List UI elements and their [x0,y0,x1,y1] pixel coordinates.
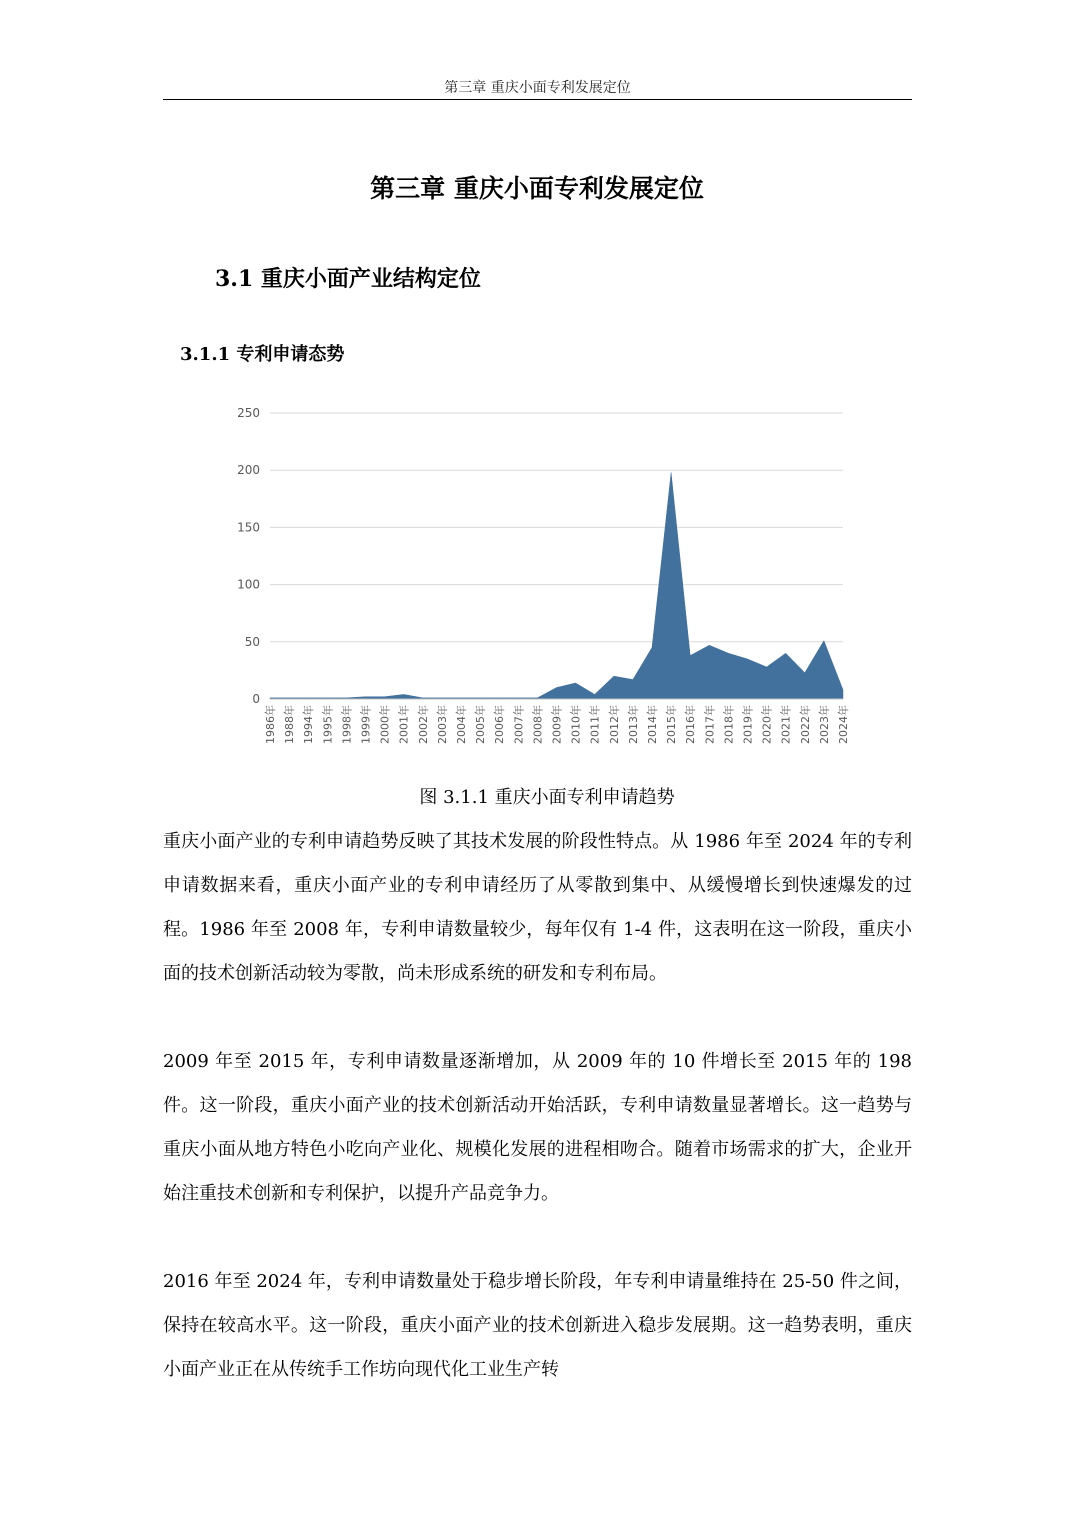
chart-gridlines [270,413,843,642]
x-tick-label: 2003年 [435,705,449,744]
x-tick-label: 2020年 [760,705,774,744]
x-tick-label: 2011年 [588,705,602,744]
y-tick-label: 150 [237,520,260,535]
x-tick-label: 2010年 [569,705,583,744]
x-tick-label: 2022年 [798,705,812,744]
y-tick-label: 250 [237,406,260,420]
y-tick-label: 200 [237,463,260,478]
body-paragraph: 重庆小面产业的专利申请趋势反映了其技术发展的阶段性特点。从 1986 年至 2024 年的专利申请数据来看，重庆小面产业的专利申请经历了从零散到集中、从缓慢增长到快速爆发的过程。1986 年至 2008 年，专利申请数量较少，每年仅有 1-4 件，这表明在这一阶段，重庆小面的技术创新活动较为零散，尚未形成系统的研发和专利布局。 [163,831,912,984]
x-tick-label: 2019年 [741,705,755,744]
section-title: 3.1 重庆小面产业结构定位 [215,266,481,292]
x-tick-label: 2002年 [416,705,430,744]
chart-x-tick-labels [263,705,850,744]
chart-area-series [270,472,843,699]
x-tick-label: 2007年 [512,705,526,744]
x-tick-label: 2023年 [817,705,831,744]
x-tick-label: 2001年 [397,705,411,744]
area-series [270,472,843,699]
x-tick-label: 2013年 [626,705,640,744]
x-tick-label: 2008年 [531,705,545,744]
x-tick-label: 2024年 [837,705,850,744]
x-tick-label: 2015年 [665,705,679,744]
x-tick-label: 1998年 [340,705,354,744]
x-tick-label: 2004年 [455,705,468,744]
subsection-title: 3.1.1 专利申请态势 [180,344,345,365]
chapter-title: 第三章 重庆小面专利发展定位 [370,174,704,203]
x-tick-label: 2021年 [779,705,793,744]
x-tick-label: 2005年 [474,705,488,744]
patent-trend-chart [225,398,855,768]
x-tick-label: 2006年 [493,705,507,744]
body-paragraph: 2016 年至 2024 年，专利申请数量处于稳步增长阶段，年专利申请量维持在 25-50 件之间，保持在较高水平。这一阶段，重庆小面产业的技术创新进入稳步发展期。这一趋势表明，重庆小面产业正在从传统手工作坊向现代化工业生产转 [163,1271,912,1380]
running-header: 第三章 重庆小面专利发展定位 [444,80,631,96]
x-tick-label: 1995年 [321,705,335,744]
x-tick-label: 2016年 [684,705,698,744]
figure-caption: 图 3.1.1 重庆小面专利申请趋势 [419,787,675,808]
x-tick-label: 1986年 [264,705,277,744]
x-tick-label: 1994年 [302,705,316,744]
x-tick-label: 1999年 [359,705,373,744]
y-tick-label: 50 [244,634,260,649]
x-tick-label: 1988年 [283,705,297,744]
x-tick-label: 2000年 [378,705,392,744]
body-paragraph: 2009 年至 2015 年，专利申请数量逐渐增加，从 2009 年的 10 件增长至 2015 年的 198 件。这一阶段，重庆小面产业的技术创新活动开始活跃，专利申请数量显著增长。这一趋势与重庆小面从地方特色小吃向产业化、规模化发展的进程相吻合。随着市场需求的扩大，企业开始注重技术创新和专利保护，以提升产品竞争力。 [163,1051,912,1204]
x-tick-label: 2009年 [550,705,564,744]
y-tick-label: 100 [237,577,260,592]
y-tick-label: 0 [252,692,260,706]
x-tick-label: 2012年 [607,705,621,744]
x-tick-label: 2014年 [646,705,659,744]
chart-y-tick-labels [237,406,260,706]
x-tick-label: 2017年 [703,705,717,744]
header-rule [163,99,912,100]
x-tick-label: 2018年 [722,705,736,744]
